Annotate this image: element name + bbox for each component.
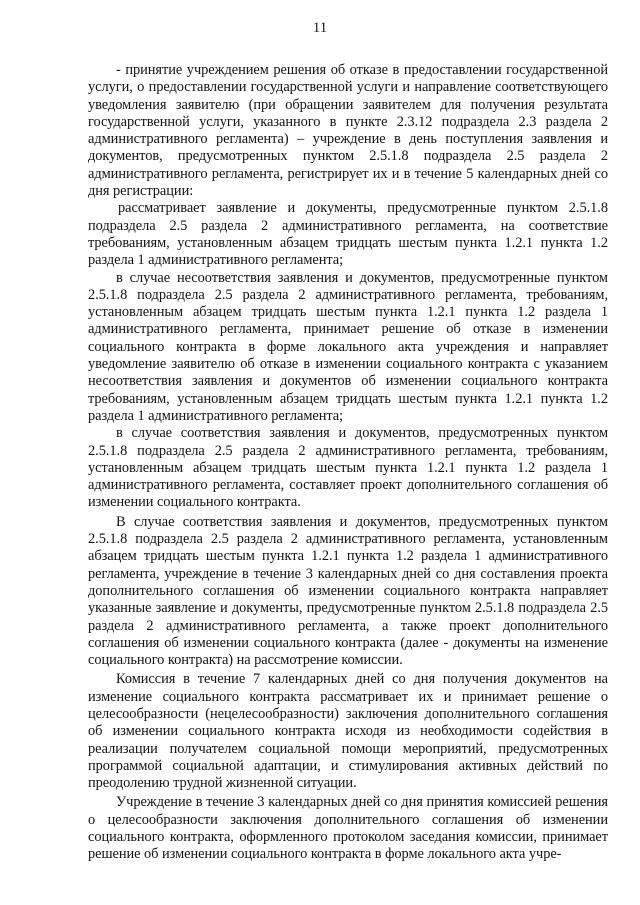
- paragraph-send-to-commission: В случае соответствия заявления и документов, предусмотренных пунктом 2.5.1.8 подраздела 2.5 раздела 2 административного регламента, установленным абзацем тридцать шестым пункта 1.2.1 пункта 1.2 раздела 1 административного регламента, учреждение в течение 3 календарных дней со дня составления проекта дополнительного соглашения об изменении социального контракта направляет указанные заявление и документы, предусмотренные пунктом 2.5.1.8 подраздела 2.5 раздела 2 административного регламента, а также проект дополнительного соглашения об изменении социального контракта (далее - документы на изменение социального контракта) на рассмотрение комиссии.: [88, 513, 608, 669]
- paragraph-commission-decision: Комиссия в течение 7 календарных дней со дня получения документов на изменение социального контракта рассматривает их и принимает решение о целесообразности (нецелесообразности) заключения дополнительного соглашения об изменении социального контракта исходя из необходимости содействия в реализации получателем социальной помощи мероприятий, предусмотренных программой социальной адаптации, и стимулирования активных действий по преодолению трудной жизненной ситуации.: [88, 671, 608, 792]
- paragraph-refusal-decision: - принятие учреждением решения об отказе в предоставлении государственной услуги, о предоставлении государственной услуги и направление соответствующего уведомления заявителю (при обращении заявителем для получения результата государственной услуги, указанного в пункте 2.3.12 подраздела 2.3 раздела 2 административного регламента) – учреждение в день поступления заявления и документов, предусмотренных пунктом 2.5.1.8 подраздела 2.5 раздела 2 административного регламента, регистрирует их и в течение 5 календарных дней со дня регистрации:: [88, 62, 608, 200]
- page-number: 11: [312, 20, 328, 36]
- document-body: [88, 62, 608, 864]
- paragraph-conformity: в случае соответствия заявления и документов, предусмотренных пунктом 2.5.1.8 подраздела 2.5 раздела 2 административного регламента, требованиям, установленным абзацем тридцать шестым пункта 1.2.1 пункта 1.2 раздела 1 административного регламента, составляет проект дополнительного соглашения об изменении социального контракта.: [88, 425, 608, 511]
- paragraph-institution-decision: Учреждение в течение 3 календарных дней со дня принятия комиссией решения о целесообразности заключения дополнительного соглашения об изменении социального контракта, оформленного протоколом заседания комиссии, принимает решение об изменении социального контракта в форме локального акта учре-: [88, 794, 608, 863]
- paragraph-review-application: рассматривает заявление и документы, предусмотренные пунктом 2.5.1.8 подраздела 2.5 раздела 2 административного регламента, на соответствие требованиям, установленным абзацем тридцать шестым пункта 1.2.1 пункта 1.2 раздела 1 административного регламента;: [88, 200, 608, 269]
- paragraph-nonconformity: в случае несоответствия заявления и документов, предусмотренные пунктом 2.5.1.8 подраздела 2.5 раздела 2 административного регламента, требованиям, установленным абзацем тридцать шестым пункта 1.2.1 пункта 1.2 раздела 1 административного регламента, принимает решение об отказе в изменении социального контракта в форме локального акта учреждения и направляет уведомление заявителю об отказе в изменении социального контракта с указанием несоответствия заявления и документов об изменении социального контракта требованиям, установленным абзацем тридцать шестым пункта 1.2.1 пункта 1.2 раздела 1 административного регламента;: [88, 269, 608, 424]
